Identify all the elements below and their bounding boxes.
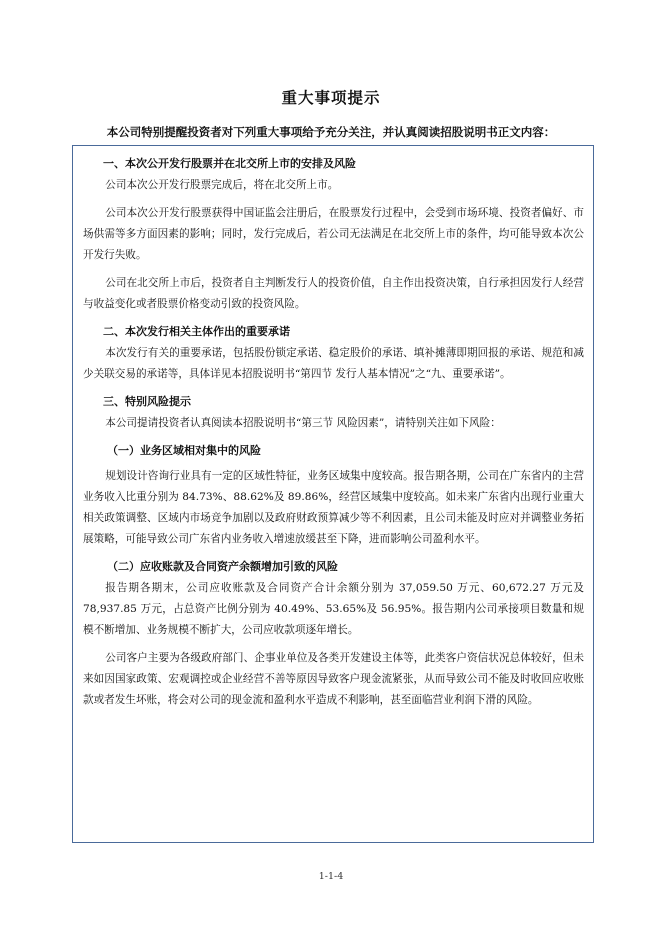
section-2-paragraph-1: 本次发行有关的重要承诺，包括股份锁定承诺、稳定股价的承诺、填补摊薄即期回报的承诺、规范和减少关联交易的承诺等，具体详见本招股说明书“第四节 发行人基本情况”之“九、重要承诺”。 bbox=[83, 347, 584, 380]
subsection-1-heading: （一）业务区域相对集中的风险 bbox=[107, 444, 261, 457]
page-title: 重大事项提示 bbox=[281, 88, 381, 107]
section-2-heading: 二、本次发行相关主体作出的重要承诺 bbox=[103, 325, 290, 338]
section-3-heading: 三、特别风险提示 bbox=[103, 395, 191, 408]
subsection-2-heading: （二）应收账款及合同资产余额增加引致的风险 bbox=[107, 560, 338, 573]
section-1-paragraph-1: 公司本次公开发行股票完成后，将在北交所上市。 bbox=[105, 179, 339, 191]
section-1-paragraph-3: 公司在北交所上市后，投资者自主判断发行人的投资价值，自主作出投资决策，自行承担因发行人经营与收益变化或者股票价格变动引致的投资风险。 bbox=[83, 277, 584, 310]
section-3-paragraph-1: 本公司提请投资者认真阅读本招股说明书“第三节 风险因素”，请特别关注如下风险： bbox=[105, 417, 501, 429]
page-number: 1-1-4 bbox=[318, 871, 344, 882]
content-box bbox=[72, 145, 594, 843]
subsection-2-paragraph-1: 报告期各期末，公司应收账款及合同资产合计余额分别为 37,059.50 万元、60,672.27 万元及 78,937.85 万元，占总资产比例分别为 40.49%、53.65%及 56.95%。报告期内公司承接项目数量和规模不断增加、业务规模不断扩大，公司应收款项逐年增长。 bbox=[83, 582, 584, 636]
subsection-2-paragraph-2: 公司客户主要为各级政府部门、企事业单位及各类开发建设主体等，此类客户资信状况总体较好，但未来如因国家政策、宏观调控或企业经营不善等原因导致客户现金流紧张，从而导致公司不能及时收回应收账款或者发生坏账，将会对公司的现金流和盈利水平造成不利影响，甚至面临营业利润下滑的风险。 bbox=[83, 652, 584, 706]
subsection-1-paragraph-1: 规划设计咨询行业具有一定的区域性特征，业务区域集中度较高。报告期各期，公司在广东省内的主营业务收入比重分别为 84.73%、88.62%及 89.86%，经营区域集中度较高。如未来广东省内出现行业重大相关政策调整、区域内市场竞争加剧以及政府财政预算减少等不利因素，且公司未能及时应对并调整业务拓展策略，可能导致公司广东省内业务收入增速放缓甚至下降，进而影响公司盈利水平。 bbox=[83, 470, 584, 545]
page-subtitle: 本公司特别提醒投资者对下列重大事项给予充分关注，并认真阅读招股说明书正文内容： bbox=[106, 125, 556, 139]
section-1-paragraph-2: 公司本次公开发行股票获得中国证监会注册后，在股票发行过程中，会受到市场环境、投资者偏好、市场供需等多方面因素的影响；同时，发行完成后，若公司无法满足在北交所上市的条件，均可能导致本次公开发行失败。 bbox=[83, 207, 584, 261]
section-1-heading: 一、本次公开发行股票并在北交所上市的安排及风险 bbox=[103, 157, 356, 170]
